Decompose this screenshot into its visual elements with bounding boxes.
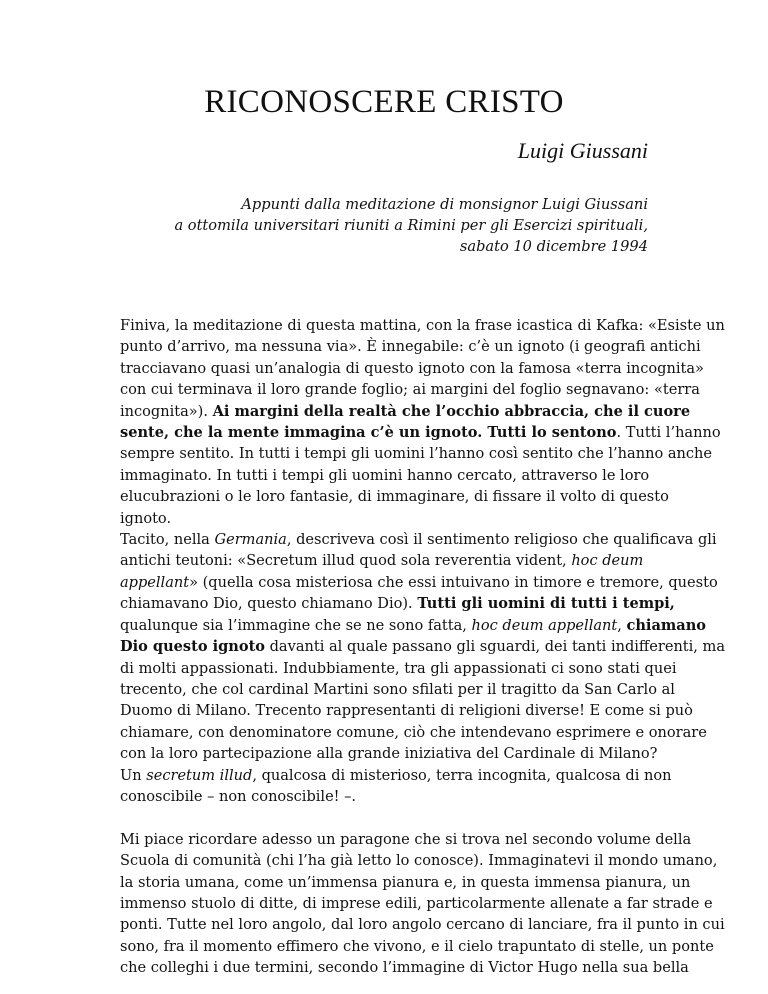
text-run: Un <box>120 766 147 784</box>
text-run: sempre sentito. In tutti i tempi gli uomini l’hanno così sentito che l’hanno anche <box>120 445 713 463</box>
text-line <box>120 508 666 529</box>
text-run: Duomo di Milano. Trecento rappresentanti di religioni diverse! E come si può <box>120 702 693 720</box>
text-line <box>120 379 700 400</box>
text-run: . Tutti l’hanno <box>616 424 721 442</box>
text-line <box>120 722 707 743</box>
text-line <box>120 465 666 486</box>
subtitle-line: Appunti dalla meditazione di monsignor Luigi Giussani <box>241 196 648 213</box>
text-run: davanti al quale passano gli sguardi, dei tanti indifferenti, ma <box>265 638 726 656</box>
text-run: sono, fra il momento effimero che vivono, e il cielo trapuntato di stelle, un ponte <box>120 937 714 955</box>
text-run: elucubrazioni o le loro fantasie, di immaginare, di fissare il volto di questo <box>120 488 669 506</box>
text-run: antichi teutoni: «Secretum illud quod sola reverentia vident, <box>120 552 572 570</box>
text-run: con la loro partecipazione alla grande iniziativa del Cardinale di Milano? <box>120 745 658 763</box>
text-line <box>120 593 675 614</box>
text-run: che colleghi i due termini, secondo l’immagine di Victor Hugo nella sua bella <box>120 959 689 977</box>
bold-text: Tutti gli uomini di tutti i tempi, <box>417 595 675 613</box>
text-line <box>120 914 725 935</box>
text-run: trecento, che col cardinal Martini sono sfilati per il tragitto da San Carlo al <box>120 680 675 698</box>
text-line <box>120 401 691 422</box>
text-line <box>120 550 666 571</box>
text-run: la storia umana, come un’immensa pianura e, in questa immensa pianura, un <box>120 873 691 891</box>
paragraph-1 <box>120 315 726 807</box>
text-line <box>120 529 717 550</box>
text-line <box>120 829 692 850</box>
document-title: RICONOSCERE CRISTO <box>204 84 564 120</box>
text-line <box>120 572 718 593</box>
paragraph-2 <box>120 829 725 979</box>
subtitle-line: sabato 10 dicembre 1994 <box>459 238 648 255</box>
text-line <box>120 765 672 786</box>
text-run: ponti. Tutte nel loro angolo, dal loro angolo cercano di lanciare, fra il punto in cui <box>120 916 725 934</box>
text-line <box>120 743 666 764</box>
text-run: , qualcosa di misterioso, terra incognita, qualcosa di non <box>252 766 672 784</box>
document-subtitle <box>174 194 648 257</box>
text-line <box>120 615 706 636</box>
bold-text: Ai margini della realtà che l’occhio abbraccia, che il cuore <box>212 402 691 420</box>
bold-text: sente, che la mente immagina c’è un ignoto. Tutti lo sentono <box>120 424 617 442</box>
text-line <box>120 936 714 957</box>
text-line <box>120 786 666 807</box>
text-run: con cui terminava il loro grande foglio; ai margini del foglio segnavano: «terra <box>120 381 700 399</box>
document-author: Luigi Giussani <box>517 138 648 163</box>
text-run: qualunque sia l’immagine che se ne sono fatta, <box>120 616 472 634</box>
italic-text: Germania <box>214 531 287 549</box>
italic-text: hoc deum <box>571 552 644 570</box>
text-run: chiamavano Dio, questo chiamano Dio). <box>120 595 418 613</box>
text-line <box>120 315 725 336</box>
text-run: immaginato. In tutti i tempi gli uomini hanno cercato, attraverso le loro <box>120 466 650 484</box>
text-line <box>120 957 689 978</box>
text-run: Finiva, la meditazione di questa mattina, con la frase icastica di Kafka: «Esiste un <box>120 317 725 334</box>
italic-text: secretum illud <box>146 766 253 784</box>
bold-text: chiamano <box>626 616 706 634</box>
text-line <box>120 658 677 679</box>
text-line <box>120 336 701 357</box>
text-line <box>120 872 691 893</box>
text-run: di molti appassionati. Indubbiamente, tra gli appassionati ci sono stati quei <box>120 659 677 677</box>
text-run: , descriveva così il sentimento religioso che qualificava gli <box>286 531 717 549</box>
text-run: tracciavano quasi un’analogia di questo ignoto con la famosa «terra incognita» <box>120 359 704 377</box>
text-run: » (quella cosa misteriosa che essi intuivano in timore e tremore, questo <box>189 573 718 591</box>
text-line <box>120 443 713 464</box>
text-line <box>120 700 693 721</box>
text-run: conoscibile – non conoscibile! –. <box>120 787 357 805</box>
text-line <box>120 893 713 914</box>
text-run: immenso stuolo di ditte, di imprese edili, particolarmente allenate a far strade e <box>120 894 713 912</box>
text-line <box>120 850 718 871</box>
subtitle-line: a ottomila universitari riuniti a Rimini per gli Esercizi spirituali, <box>174 217 648 234</box>
italic-text: appellant <box>120 573 190 591</box>
text-run: , <box>617 616 627 634</box>
document-body <box>120 315 726 979</box>
text-run: Mi piace ricordare adesso un paragone che si trova nel secondo volume della <box>120 830 692 848</box>
text-run: Scuola di comunità (chi l’ha già letto lo conosce). Immaginatevi il mondo umano, <box>120 852 718 870</box>
text-run: punto d’arrivo, ma nessuna via». È innegabile: c’è un ignoto (i geografi antichi <box>120 338 701 356</box>
text-line <box>120 358 704 379</box>
text-line <box>120 679 675 700</box>
text-run: Tacito, nella <box>120 531 215 549</box>
text-line <box>120 636 726 657</box>
text-line <box>120 486 669 507</box>
bold-text: Dio questo ignoto <box>120 638 265 656</box>
italic-text: hoc deum appellant <box>471 616 618 634</box>
text-run: incognita»). <box>120 402 213 420</box>
text-line <box>120 422 721 443</box>
text-run: chiamare, con denominatore comune, ciò che intendevano esprimere e onorare <box>120 723 707 741</box>
text-run: ignoto. <box>120 509 172 527</box>
